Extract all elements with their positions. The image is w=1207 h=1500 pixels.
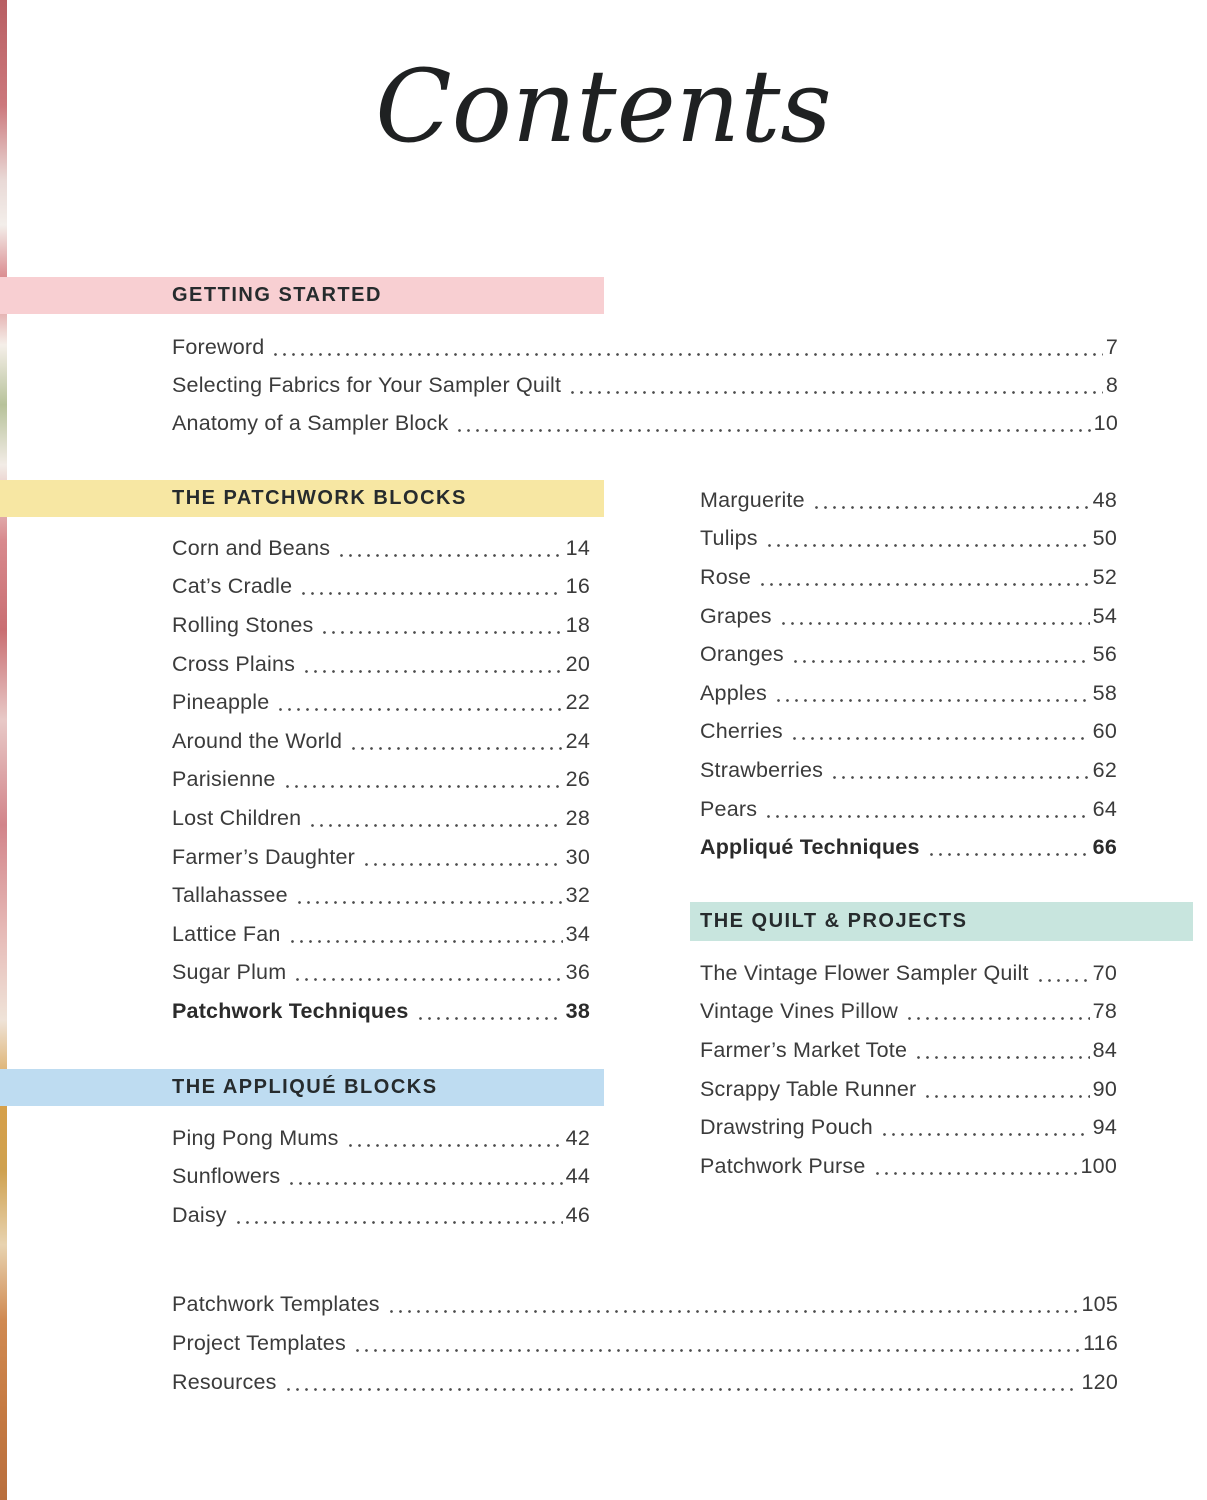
toc-list-quilt-projects [700, 954, 1117, 1186]
toc-entry [172, 1196, 590, 1235]
toc-entry-page: 48 [1092, 487, 1117, 512]
dot-leader [346, 1144, 563, 1147]
toc-entry [172, 1119, 590, 1158]
toc-list-applique-blocks-left [172, 1119, 590, 1235]
toc-entry [700, 713, 1117, 752]
section-bar-getting-started [0, 277, 604, 314]
section-heading-patchwork-blocks: THE PATCHWORK BLOCKS [172, 487, 467, 509]
toc-entry-label: Patchwork Techniques [172, 998, 409, 1023]
dot-leader [387, 1310, 1079, 1313]
toc-entry-page: 38 [565, 998, 590, 1023]
toc-list-getting-started [172, 328, 1118, 443]
dot-leader [349, 747, 563, 750]
toc-entry [172, 876, 590, 915]
toc-entry-label: Vintage Vines Pillow [700, 999, 899, 1024]
toc-entry-label: Grapes [700, 603, 772, 628]
dot-leader [320, 631, 562, 634]
toc-entry-page: 58 [1092, 680, 1117, 705]
toc-entry-label: Daisy [172, 1202, 227, 1227]
dot-leader [288, 940, 563, 943]
toc-entry [700, 481, 1117, 520]
toc-entry-label: Farmer’s Daughter [172, 844, 356, 869]
dot-leader [880, 1133, 1090, 1136]
toc-entry-label: Farmer’s Market Tote [700, 1037, 908, 1062]
section-bar-patchwork-blocks [0, 480, 604, 517]
toc-entry [700, 597, 1117, 636]
toc-entry-page: 62 [1092, 757, 1117, 782]
dot-leader [905, 1017, 1090, 1020]
toc-entry-page: 100 [1080, 1153, 1117, 1178]
toc-entry-label: Pears [700, 796, 758, 821]
toc-entry-page: 24 [565, 728, 590, 753]
toc-entry [172, 645, 590, 684]
toc-entry-label: Marguerite [700, 487, 805, 512]
toc-entry [172, 683, 590, 722]
toc-entry-page: 60 [1092, 719, 1117, 744]
toc-entry-page: 50 [1092, 526, 1117, 551]
toc-entry [700, 674, 1117, 713]
toc-entry-label: Oranges [700, 642, 784, 667]
toc-entry-page: 14 [565, 535, 590, 560]
toc-entry [700, 1147, 1117, 1186]
toc-entry-label: Pineapple [172, 690, 270, 715]
toc-entry-page: 46 [565, 1202, 590, 1227]
toc-entry-label: Patchwork Templates [172, 1292, 380, 1316]
toc-entry-page: 84 [1092, 1037, 1117, 1062]
toc-entry-label: Ping Pong Mums [172, 1125, 339, 1150]
toc-entry [172, 529, 590, 568]
dot-leader [293, 978, 562, 981]
toc-entry [700, 1108, 1117, 1147]
toc-entry-label: Tallahassee [172, 883, 288, 908]
section-bar-quilt-projects [690, 902, 1193, 941]
dot-leader [308, 824, 562, 827]
section-heading-applique-blocks: THE APPLIQUÉ BLOCKS [172, 1076, 438, 1098]
toc-entry-page: 28 [565, 805, 590, 830]
toc-entry-page: 54 [1092, 603, 1117, 628]
dot-leader [276, 708, 562, 711]
toc-entry-label: Appliqué Techniques [700, 835, 920, 860]
toc-list-applique-blocks-right [700, 481, 1117, 867]
toc-list-patchwork-blocks [172, 529, 590, 1031]
dot-leader [790, 737, 1090, 740]
dot-leader [271, 353, 1102, 356]
dot-leader [927, 853, 1090, 856]
dot-leader [914, 1056, 1090, 1059]
dot-leader [812, 506, 1090, 509]
toc-entry [700, 635, 1117, 674]
toc-entry [172, 366, 1118, 404]
toc-entry-label: The Vintage Flower Sampler Quilt [700, 960, 1029, 985]
toc-entry-label: Resources [172, 1370, 277, 1394]
toc-entry-label: Anatomy of a Sampler Block [172, 411, 449, 436]
toc-entry [700, 790, 1117, 829]
toc-entry [172, 954, 590, 993]
toc-entry-page: 120 [1081, 1370, 1118, 1394]
dot-leader [337, 554, 562, 557]
toc-entry-label: Drawstring Pouch [700, 1115, 873, 1140]
toc-entry-page: 66 [1092, 835, 1117, 860]
dot-leader [283, 785, 563, 788]
toc-entry-label: Project Templates [172, 1331, 346, 1355]
dot-leader [234, 1221, 563, 1224]
toc-entry [172, 915, 590, 954]
dot-leader [923, 1095, 1089, 1098]
dot-leader [362, 863, 563, 866]
toc-entry-label: Tulips [700, 526, 758, 551]
toc-entry [172, 568, 590, 607]
toc-list-back-matter [172, 1285, 1118, 1402]
toc-entry [172, 1363, 1118, 1402]
toc-entry-label: Sunflowers [172, 1164, 281, 1189]
toc-entry-page: 20 [565, 651, 590, 676]
toc-entry [700, 1070, 1117, 1109]
toc-entry [172, 405, 1118, 443]
toc-entry-page: 70 [1092, 960, 1117, 985]
toc-entry-label: Around the World [172, 728, 343, 753]
toc-entry-label: Corn and Beans [172, 535, 331, 560]
dot-leader [284, 1388, 1079, 1391]
toc-entry [700, 954, 1117, 993]
toc-entry-label: Cherries [700, 719, 783, 744]
toc-entry-label: Cross Plains [172, 651, 296, 676]
toc-entry-label: Parisienne [172, 767, 276, 792]
toc-entry-label: Sugar Plum [172, 960, 287, 985]
toc-entry-page: 7 [1105, 334, 1118, 359]
toc-entry-page: 26 [565, 767, 590, 792]
toc-entry-page: 34 [565, 921, 590, 946]
dot-leader [295, 901, 563, 904]
toc-entry-page: 16 [565, 574, 590, 599]
dot-leader [1036, 979, 1090, 982]
toc-entry-page: 105 [1081, 1292, 1118, 1316]
toc-entry-label: Rolling Stones [172, 612, 314, 637]
toc-entry-page: 22 [565, 690, 590, 715]
dot-leader [873, 1172, 1078, 1175]
dot-leader [774, 699, 1090, 702]
toc-entry-page: 44 [565, 1164, 590, 1189]
dot-leader [455, 429, 1090, 432]
toc-entry [700, 993, 1117, 1032]
toc-entry-page: 8 [1105, 372, 1118, 397]
toc-entry [700, 1031, 1117, 1070]
toc-entry [700, 751, 1117, 790]
toc-entry [172, 1158, 590, 1197]
section-heading-quilt-projects: THE QUILT & PROJECTS [700, 910, 968, 932]
toc-entry-page: 116 [1083, 1331, 1118, 1355]
toc-entry-page: 90 [1092, 1076, 1117, 1101]
toc-entry [700, 558, 1117, 597]
toc-entry-page: 10 [1093, 411, 1118, 436]
dot-leader [287, 1182, 562, 1185]
toc-entry-page: 94 [1092, 1115, 1117, 1140]
toc-entry-label: Lost Children [172, 805, 302, 830]
toc-entry-page: 42 [565, 1125, 590, 1150]
dot-leader [779, 622, 1090, 625]
toc-entry-label: Rose [700, 564, 751, 589]
dot-leader [299, 592, 562, 595]
dot-leader [791, 660, 1090, 663]
toc-entry [172, 992, 590, 1031]
toc-entry [172, 838, 590, 877]
toc-entry-label: Cat’s Cradle [172, 574, 293, 599]
toc-entry [172, 328, 1118, 366]
section-heading-getting-started: GETTING STARTED [172, 284, 382, 306]
toc-entry [700, 828, 1117, 867]
toc-entry-page: 36 [565, 960, 590, 985]
toc-entry-label: Apples [700, 680, 767, 705]
toc-entry-page: 52 [1092, 564, 1117, 589]
toc-entry-page: 32 [565, 883, 590, 908]
toc-entry-page: 64 [1092, 796, 1117, 821]
toc-entry-label: Lattice Fan [172, 921, 281, 946]
toc-entry-page: 30 [565, 844, 590, 869]
toc-entry [172, 1324, 1118, 1363]
dot-leader [302, 670, 563, 673]
toc-entry-page: 56 [1092, 642, 1117, 667]
toc-entry-label: Selecting Fabrics for Your Sampler Quilt [172, 372, 562, 397]
page-title: Contents [375, 48, 832, 165]
dot-leader [758, 583, 1090, 586]
toc-entry [172, 799, 590, 838]
toc-entry-label: Foreword [172, 334, 265, 359]
dot-leader [765, 544, 1090, 547]
toc-entry [172, 1285, 1118, 1324]
toc-entry-label: Patchwork Purse [700, 1153, 866, 1178]
dot-leader [568, 391, 1103, 394]
toc-entry [172, 722, 590, 761]
dot-leader [416, 1017, 563, 1020]
toc-entry-page: 18 [565, 612, 590, 637]
toc-entry [172, 606, 590, 645]
dot-leader [764, 815, 1090, 818]
dot-leader [353, 1349, 1080, 1352]
toc-entry [172, 761, 590, 800]
section-bar-applique-blocks [0, 1069, 604, 1106]
toc-entry [700, 520, 1117, 559]
page-edge-strip [0, 0, 7, 1500]
toc-entry-page: 78 [1092, 999, 1117, 1024]
toc-entry-label: Strawberries [700, 757, 824, 782]
toc-entry-label: Scrappy Table Runner [700, 1076, 917, 1101]
dot-leader [830, 776, 1090, 779]
